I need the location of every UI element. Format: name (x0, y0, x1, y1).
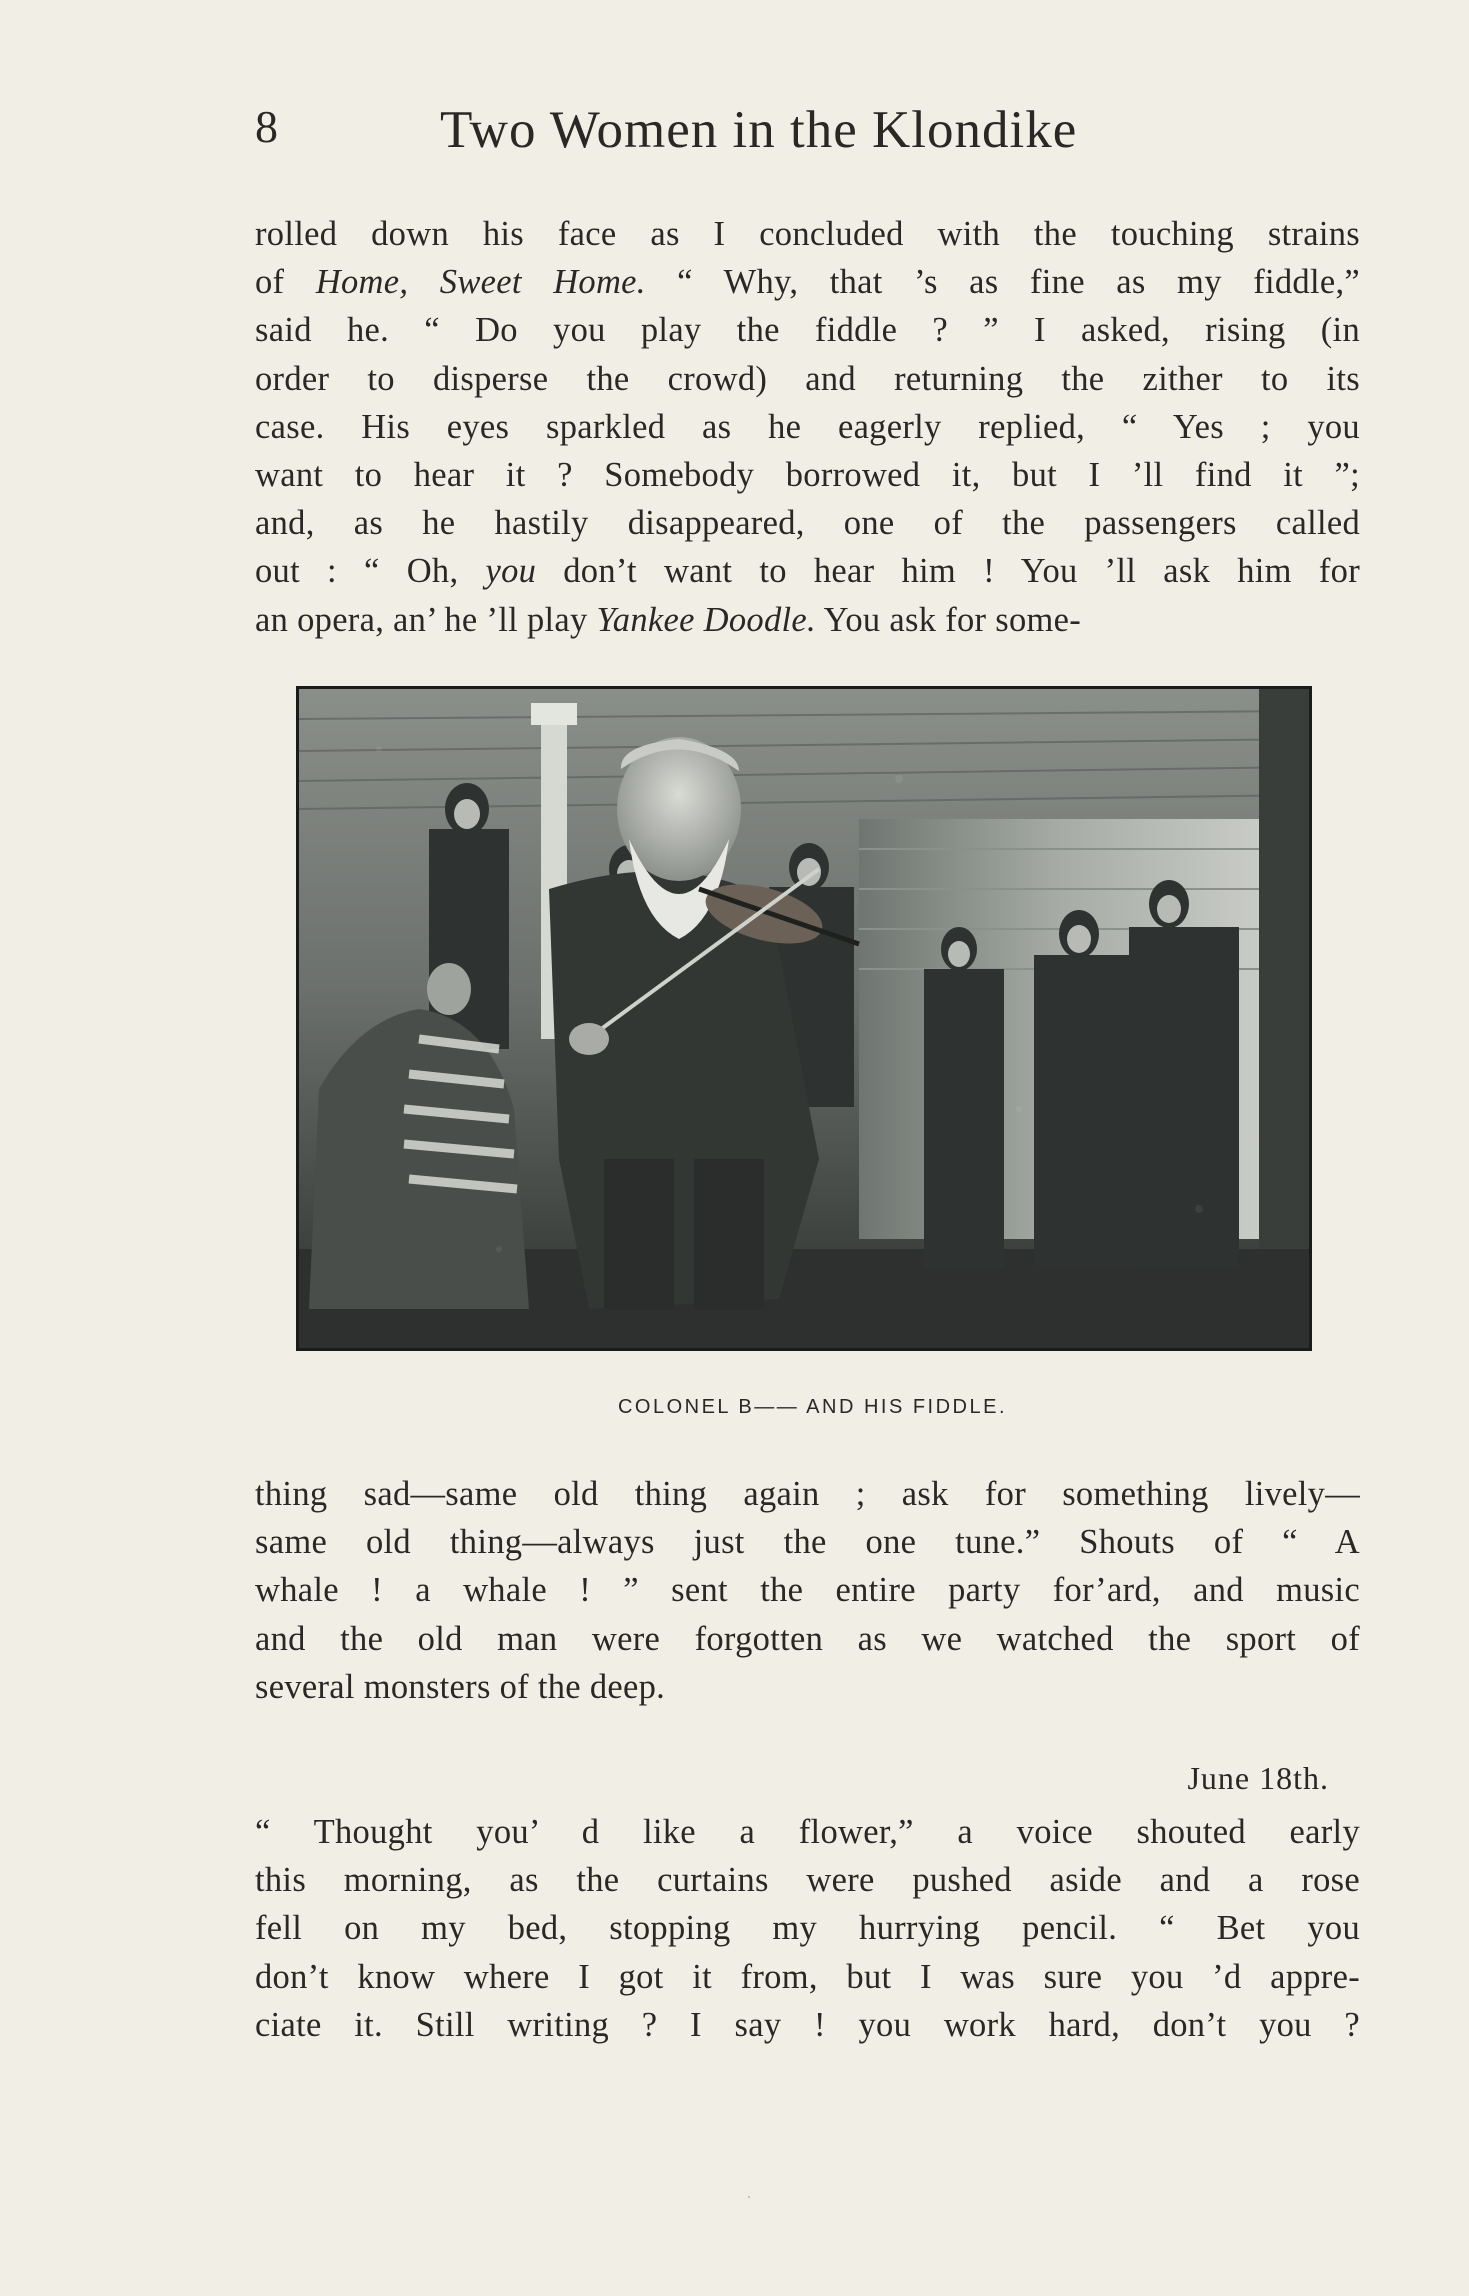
text-line: case. His eyes sparkled as he eagerly replied, “ Yes ; you (255, 407, 1360, 446)
text-line: don’t know where I got it from, but I was sure you ’d appre- (255, 1957, 1360, 1996)
text-line: “ Thought you’ d like a flower,” a voice shouted early (255, 1813, 1360, 1851)
text-line: want to hear it ? Somebody borrowed it, but I ’ll find it ”; (255, 456, 1360, 495)
text-line: order to disperse the crowd) and returning the zither to its (255, 359, 1360, 398)
text-line: same old thing—always just the one tune.” Shouts of “ A (255, 1523, 1360, 1562)
running-title: Two Women in the Klondike (440, 101, 1078, 159)
italic-text: Yankee Doodle. (596, 600, 816, 639)
photograph-image (299, 689, 1309, 1348)
paragraph-top (255, 210, 1360, 644)
figure-caption: COLONEL B—— AND HIS FIDDLE. (617, 1396, 1008, 1418)
italic-text: Home, Sweet Home. (315, 263, 646, 302)
text-line: of Home, Sweet Home. “ Why, that ’s as fine as my fiddle,” (255, 263, 1361, 302)
paragraph-middle (255, 1470, 1360, 1711)
text-line: ciate it. Still writing ? I say ! you work hard, don’t you ? (255, 2005, 1360, 2044)
text-line: fell on my bed, stopping my hurrying pencil. “ Bet you (255, 1909, 1360, 1948)
text-line: thing sad—same old thing again ; ask for something lively— (255, 1475, 1360, 1513)
text-line: rolled down his face as I concluded with the touching strains (255, 215, 1360, 253)
page-header (255, 100, 1255, 170)
photograph-colonel-fiddle (296, 686, 1312, 1351)
text-line: out : “ Oh, you don’t want to hear him ! You ’ll ask him for (255, 552, 1360, 591)
diary-date: June 18th. (1187, 1760, 1329, 1796)
text-line: several monsters of the deep. (255, 1667, 666, 1706)
paragraph-bottom (255, 1808, 1360, 2049)
text-line: this morning, as the curtains were pushed aside and a rose (255, 1861, 1360, 1900)
italic-text: you (485, 552, 537, 591)
text-line: and, as he hastily disappeared, one of the passengers called (255, 504, 1360, 543)
text-line: an opera, an’ he ’ll play Yankee Doodle. You ask for some- (255, 600, 1082, 639)
text-line: whale ! a whale ! ” sent the entire party for’ard, and music (255, 1571, 1360, 1610)
paper-speck (748, 2196, 750, 2198)
text-line: and the old man were forgotten as we watched the sport of (255, 1619, 1360, 1658)
page-number: 8 (255, 101, 279, 152)
text-line: said he. “ Do you play the fiddle ? ” I asked, rising (in (255, 311, 1360, 350)
